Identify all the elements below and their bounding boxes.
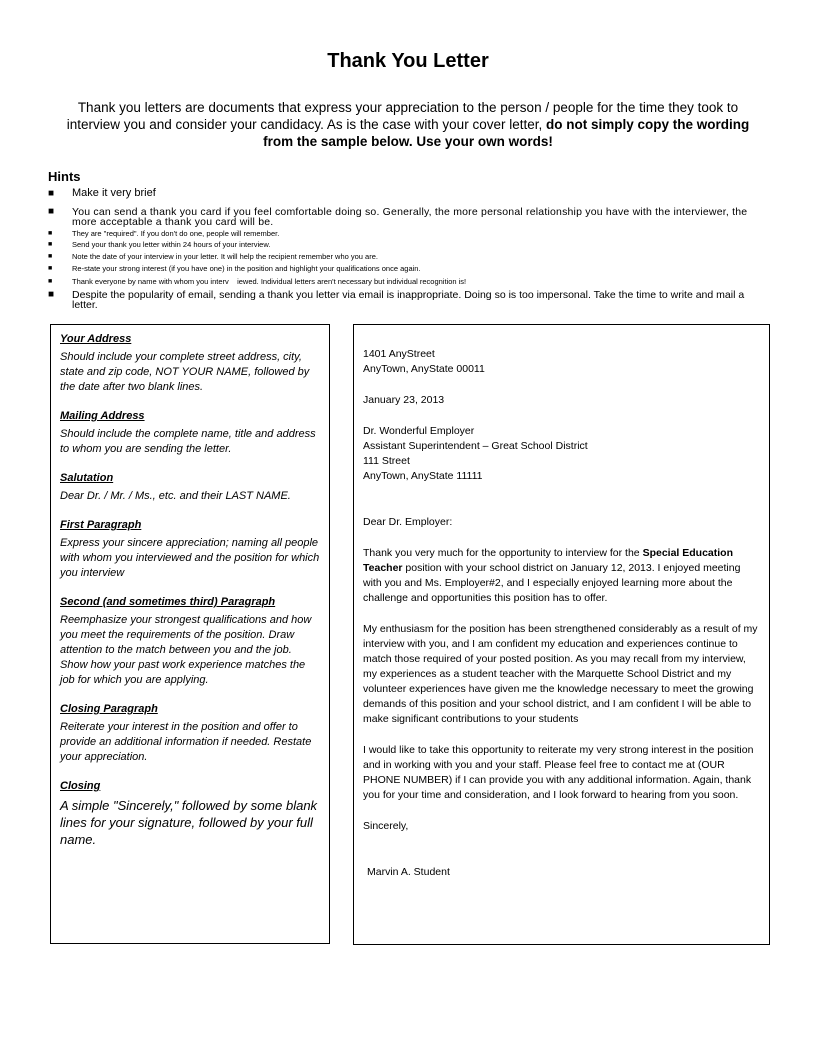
closing-paragraph-text: Reiterate your interest in the position and offer to provide an additional information if needed. Restate your appreciation.	[60, 721, 312, 763]
first-paragraph-text: Express your sincere appreciation; naming all people with whom you interviewed and the position for which you interview	[60, 537, 320, 579]
recipient-city: AnyTown, AnyState 11111	[363, 470, 483, 482]
sample-letter-box	[353, 324, 770, 945]
letter-guide	[60, 333, 322, 863]
bullet-icon: ■	[48, 230, 53, 237]
first-paragraph-heading: First Paragraph	[60, 519, 142, 531]
letter-paragraph-3: I would like to take this opportunity to reiterate my very strong interest in the position and in working with you and your staff. Please feel free to contact me at (OUR PHONE NUMBER) if I can provide you with any additional information. Again, thank you for your time and consideration, and I look forward to hearing from you soon.	[363, 744, 754, 801]
page-title: Thank You Letter	[327, 50, 489, 72]
hint-text: Thank everyone by name with whom you interv iewed. Individual letters aren't necessary but individual recognition is!	[72, 277, 467, 286]
letter-closing: Sincerely,	[363, 820, 409, 832]
mailing-address-heading: Mailing Address	[60, 410, 145, 422]
recipient-address	[363, 424, 758, 484]
sender-street: 1401 AnyStreet	[363, 348, 435, 360]
hint-item	[48, 188, 760, 199]
paragraph-1-start: Thank you very much for the opportunity to interview for the	[363, 547, 640, 559]
bullet-icon: ■	[48, 241, 53, 248]
hint-item	[48, 290, 760, 310]
hint-text: Send your thank you letter within 24 hours of your interview.	[72, 240, 271, 249]
bullet-icon: ■	[48, 188, 55, 199]
closing-heading: Closing	[60, 780, 101, 792]
hint-item	[48, 207, 760, 227]
your-address-heading: Your Address	[60, 333, 132, 345]
closing-text: A simple "Sincerely," followed by some blank lines for your signature, followed by your full name.	[60, 798, 318, 847]
bullet-icon: ■	[48, 206, 55, 217]
your-address-text: Should include your complete street address, city, state and zip code, NOT YOUR NAME, followed by the date after two blank lines.	[60, 351, 310, 393]
second-paragraph-heading: Second (and sometimes third) Paragraph	[60, 596, 276, 608]
letter-signature: Marvin A. Student	[367, 866, 450, 878]
closing-paragraph-heading: Closing Paragraph	[60, 703, 158, 715]
sender-address	[363, 347, 758, 377]
second-paragraph-text: Reemphasize your strongest qualifications and how you meet the requirements of the position. Draw attention to the match between you and the job. Show how your past work experience matches the job for which you are applying.	[60, 614, 312, 686]
bullet-icon: ■	[48, 265, 53, 272]
hint-text: Re-state your strong interest (if you have one) in the position and highlight your qualifications once again.	[72, 264, 421, 273]
hint-text: You can send a thank you card if you feel comfortable doing so. Generally, the more personal relationship you have with the interviewer, the more acceptable a thank you card will be.	[72, 206, 748, 228]
hints-heading: Hints	[48, 169, 81, 184]
salutation-heading: Salutation	[60, 472, 114, 484]
sender-city: AnyTown, AnyState 00011	[363, 363, 485, 375]
letter-paragraph-1	[363, 546, 758, 606]
hint-item	[48, 264, 760, 273]
paragraph-1-end: position with your school district on January 12, 2013. I enjoyed meeting with you and Ms. Employer#2, and I especially enjoyed learning more about the challenge and opportunities this position has to offer.	[363, 562, 741, 604]
bullet-icon: ■	[48, 253, 53, 260]
mailing-address-text: Should include the complete name, title and address to whom you are sending the letter.	[60, 428, 316, 455]
bullet-icon: ■	[48, 278, 53, 285]
paragraph-1-position: Special Education Teacher	[363, 547, 734, 574]
hint-text: Despite the popularity of email, sending a thank you letter via email is inappropriate. Doing so is too impersonal. Take the time to write and mail a letter.	[72, 289, 745, 311]
hint-item	[48, 240, 760, 249]
salutation-text: Dear Dr. / Mr. / Ms., etc. and their LAST NAME.	[60, 490, 291, 502]
hint-text: Make it very brief	[72, 187, 156, 199]
letter-paragraph-2: My enthusiasm for the position has been strengthened considerably as a result of my interview with you, and I am confident my education and experiences continue to match those required of your posted position. As you may recall from my interview, my experiences as a student teacher with the Marquette School District and my volunteer experiences have given me the knowledge necessary to meet the growing demands of this position and your school district, and I am confident I will be able to make significant contributions to your students	[363, 623, 758, 725]
intro-paragraph	[52, 99, 764, 150]
recipient-name: Dr. Wonderful Employer	[363, 425, 475, 437]
letter-date: January 23, 2013	[363, 394, 445, 406]
sample-letter	[363, 347, 758, 880]
hint-item	[48, 277, 760, 286]
letter-salutation: Dear Dr. Employer:	[363, 516, 453, 528]
letter-guide-box	[50, 324, 330, 944]
recipient-title: Assistant Superintendent – Great School District	[363, 440, 588, 452]
hint-item	[48, 252, 760, 261]
intro-text: Thank you letters are documents that express your appreciation to the person / people for the time they took to interview you and consider your candidacy. As is the case with your cover letter,	[66, 100, 739, 132]
bullet-icon: ■	[48, 289, 55, 300]
intro-bold-text: do not simply copy the wording from the sample below. Use your own words!	[263, 117, 750, 149]
hint-text: Note the date of your interview in your letter. It will help the recipient remember who you are.	[72, 252, 378, 261]
recipient-street: 111 Street	[363, 455, 410, 467]
hint-text: They are "required". If you don't do one, people will remember.	[72, 229, 280, 238]
hint-item	[48, 229, 760, 238]
